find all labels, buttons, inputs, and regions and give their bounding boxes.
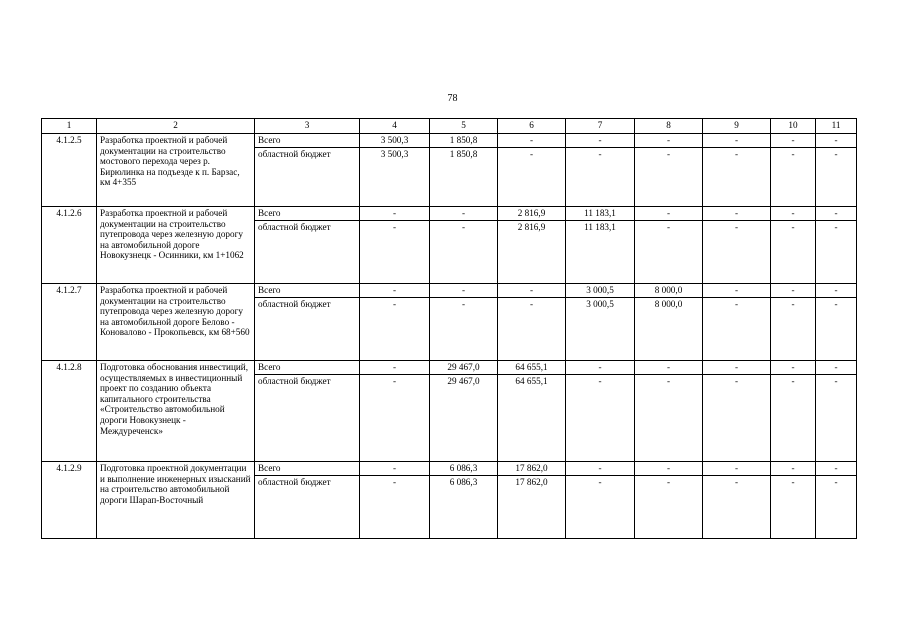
item-name: Разработка проектной и рабочей документации на строительство путепровода через железную дорогу на автомобильной дороге Новокузнецк - Осинники, км 1+1062	[97, 207, 255, 284]
value-cell: -	[498, 134, 566, 148]
table-row	[42, 462, 857, 476]
value-cell: -	[771, 462, 816, 476]
column-number-row	[42, 119, 857, 134]
column-header: 7	[566, 119, 635, 134]
value-cell: -	[635, 221, 703, 284]
column-header: 2	[97, 119, 255, 134]
value-cell: -	[566, 361, 635, 375]
value-cell: -	[771, 361, 816, 375]
value-cell: -	[498, 148, 566, 207]
row-number: 4.1.2.8	[42, 361, 97, 462]
value-cell: -	[498, 298, 566, 361]
value-cell: -	[771, 298, 816, 361]
value-cell: -	[703, 375, 771, 462]
value-cell: -	[816, 476, 857, 539]
value-cell: 6 086,3	[430, 476, 498, 539]
value-cell: 1 850,8	[430, 148, 498, 207]
row-number: 4.1.2.5	[42, 134, 97, 207]
column-header: 1	[42, 119, 97, 134]
funding-source: Всего	[255, 207, 360, 221]
value-cell: -	[360, 298, 430, 361]
value-cell: -	[771, 476, 816, 539]
table-row	[42, 134, 857, 148]
value-cell: -	[771, 221, 816, 284]
value-cell: -	[816, 361, 857, 375]
value-cell: 11 183,1	[566, 207, 635, 221]
value-cell: 29 467,0	[430, 375, 498, 462]
value-cell: 3 500,3	[360, 134, 430, 148]
value-cell: 3 500,3	[360, 148, 430, 207]
value-cell: -	[566, 148, 635, 207]
value-cell: -	[635, 462, 703, 476]
page-number: 78	[447, 93, 458, 104]
value-cell: 11 183,1	[566, 221, 635, 284]
value-cell: -	[703, 221, 771, 284]
column-header: 8	[635, 119, 703, 134]
row-number: 4.1.2.7	[42, 284, 97, 361]
funding-source: Всего	[255, 134, 360, 148]
value-cell: -	[816, 375, 857, 462]
table-body	[42, 119, 857, 539]
value-cell: -	[360, 462, 430, 476]
value-cell: -	[360, 207, 430, 221]
value-cell: -	[816, 221, 857, 284]
value-cell: 64 655,1	[498, 375, 566, 462]
value-cell: -	[430, 221, 498, 284]
column-header: 3	[255, 119, 360, 134]
value-cell: 2 816,9	[498, 207, 566, 221]
value-cell: -	[816, 148, 857, 207]
value-cell: 2 816,9	[498, 221, 566, 284]
value-cell: -	[771, 207, 816, 221]
value-cell: 29 467,0	[430, 361, 498, 375]
funding-source: Всего	[255, 462, 360, 476]
value-cell: -	[360, 221, 430, 284]
funding-source: областной бюджет	[255, 148, 360, 207]
value-cell: -	[430, 207, 498, 221]
value-cell: -	[635, 476, 703, 539]
value-cell: -	[635, 207, 703, 221]
value-cell: -	[816, 207, 857, 221]
value-cell: -	[771, 134, 816, 148]
value-cell: 6 086,3	[430, 462, 498, 476]
item-name: Подготовка проектной документации и выполнение инженерных изысканий на строительство автомобильной дороги Шарап-Восточный	[97, 462, 255, 539]
table-row	[42, 207, 857, 221]
column-header: 10	[771, 119, 816, 134]
value-cell: 1 850,8	[430, 134, 498, 148]
funding-source: Всего	[255, 361, 360, 375]
value-cell: -	[703, 284, 771, 298]
value-cell: -	[360, 375, 430, 462]
column-header: 11	[816, 119, 857, 134]
value-cell: -	[430, 298, 498, 361]
item-name: Разработка проектной и рабочей документации на строительство мостового перехода через р. Бирюлинка на подъезде к п. Барзас, км 4+355	[97, 134, 255, 207]
funding-source: Всего	[255, 284, 360, 298]
value-cell: -	[816, 298, 857, 361]
row-number: 4.1.2.6	[42, 207, 97, 284]
column-header: 6	[498, 119, 566, 134]
value-cell: -	[566, 375, 635, 462]
funding-source: областной бюджет	[255, 375, 360, 462]
value-cell: -	[816, 134, 857, 148]
value-cell: -	[771, 148, 816, 207]
value-cell: -	[566, 134, 635, 148]
value-cell: -	[360, 361, 430, 375]
value-cell: 8 000,0	[635, 284, 703, 298]
value-cell: -	[816, 462, 857, 476]
value-cell: -	[703, 476, 771, 539]
value-cell: -	[703, 148, 771, 207]
value-cell: -	[360, 284, 430, 298]
value-cell: 17 862,0	[498, 476, 566, 539]
value-cell: 3 000,5	[566, 298, 635, 361]
value-cell: 3 000,5	[566, 284, 635, 298]
value-cell: -	[360, 476, 430, 539]
value-cell: -	[635, 134, 703, 148]
value-cell: -	[771, 284, 816, 298]
value-cell: -	[703, 361, 771, 375]
funding-source: областной бюджет	[255, 221, 360, 284]
value-cell: -	[816, 284, 857, 298]
value-cell: -	[498, 284, 566, 298]
row-number: 4.1.2.9	[42, 462, 97, 539]
value-cell: -	[771, 375, 816, 462]
value-cell: -	[566, 476, 635, 539]
table-row	[42, 284, 857, 298]
value-cell: -	[635, 375, 703, 462]
value-cell: 17 862,0	[498, 462, 566, 476]
value-cell: 64 655,1	[498, 361, 566, 375]
value-cell: -	[430, 284, 498, 298]
value-cell: -	[703, 207, 771, 221]
value-cell: -	[703, 462, 771, 476]
value-cell: -	[703, 298, 771, 361]
value-cell: -	[566, 462, 635, 476]
column-header: 4	[360, 119, 430, 134]
column-header: 5	[430, 119, 498, 134]
budget-table	[41, 118, 857, 539]
item-name: Подготовка обоснования инвестиций, осуществляемых в инвестиционный проект по созданию объекта капитального строительства «Строительство автомобильной дороги Новокузнецк - Междуреченск»	[97, 361, 255, 462]
funding-source: областной бюджет	[255, 476, 360, 539]
funding-source: областной бюджет	[255, 298, 360, 361]
value-cell: -	[635, 148, 703, 207]
value-cell: -	[635, 361, 703, 375]
item-name: Разработка проектной и рабочей документации на строительство путепровода через железную дорогу на автомобильной дороге Белово - Коновалово - Прокопьевск, км 68+560	[97, 284, 255, 361]
table-row	[42, 361, 857, 375]
column-header: 9	[703, 119, 771, 134]
value-cell: 8 000,0	[635, 298, 703, 361]
value-cell: -	[703, 134, 771, 148]
